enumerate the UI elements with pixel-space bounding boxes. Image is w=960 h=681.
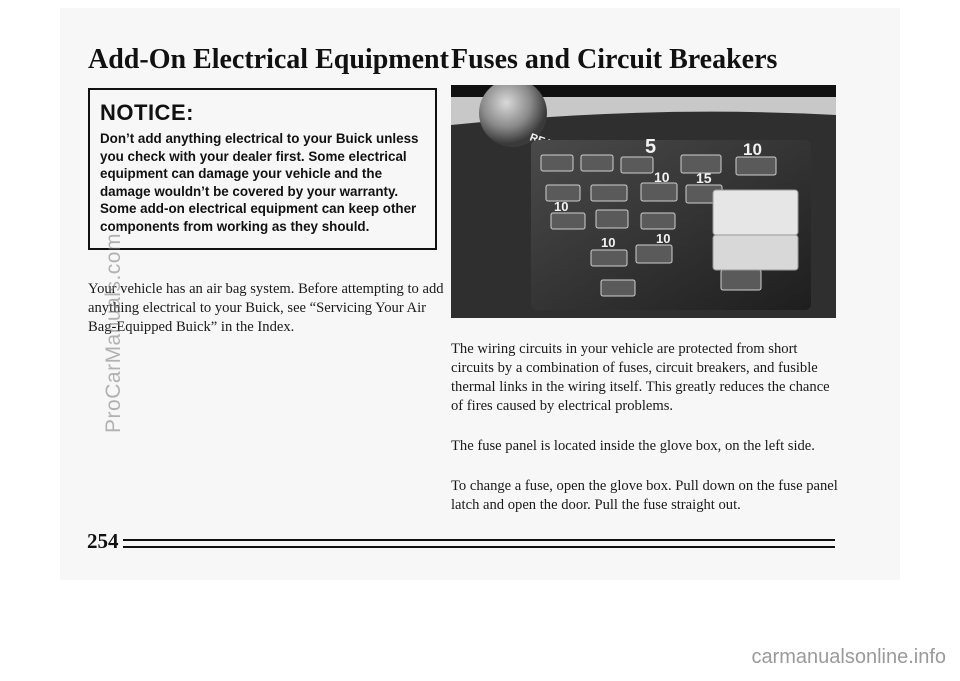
fuse-label-10-d: 10 [656, 231, 671, 246]
bottom-watermark: carmanualsonline.info [751, 646, 946, 668]
page-number: 254 [87, 529, 119, 553]
fuse-label-10-c: 10 [554, 199, 569, 214]
fuse-panel-photo [451, 85, 836, 318]
fuse-label-10-e: 10 [601, 235, 616, 250]
fuse-panel-location-paragraph: The fuse panel is located inside the glove box, on the left side. [451, 438, 815, 454]
fuse-label-15: 15 [696, 170, 712, 186]
wiring-circuits-paragraph: The wiring circuits in your vehicle are protected from short circuits by a combination of fuses, circuit breakers, and fusible thermal links in the wiring itself. This greatly reduces the chance of fires caused by electrical problems. [451, 341, 830, 414]
heading-fuses-circuit-breakers: Fuses and Circuit Breakers [451, 44, 778, 75]
fuse-label-5: 5 [645, 136, 657, 158]
notice-box [88, 88, 437, 250]
notice-body: Don’t add anything electrical to your Buick unless you check with your dealer first. Some electrical equipment can damage your vehicle and the damage wouldn’t be covered by your warranty. Some add-on electrical equipment can keep other components from working as they should. [100, 131, 419, 234]
side-watermark: ProCarManuals.com [102, 233, 125, 433]
heading-add-on-electrical: Add-On Electrical Equipment [88, 44, 449, 75]
air-bag-paragraph: Your vehicle has an air bag system. Before attempting to add anything electrical to your Buick, see “Servicing Your Air Bag-Equipped Buick” in the Index. [88, 281, 444, 335]
footer-rule-bottom [123, 546, 835, 548]
fuse-label-10-a: 10 [743, 140, 762, 159]
fuse-panel-illustration [451, 85, 836, 318]
change-fuse-paragraph: To change a fuse, open the glove box. Pull down on the fuse panel latch and open the door. Pull the fuse straight out. [451, 478, 838, 513]
footer-rule-top [123, 539, 835, 541]
notice-title: NOTICE: [100, 100, 194, 125]
fuse-label-10-b: 10 [654, 169, 670, 185]
